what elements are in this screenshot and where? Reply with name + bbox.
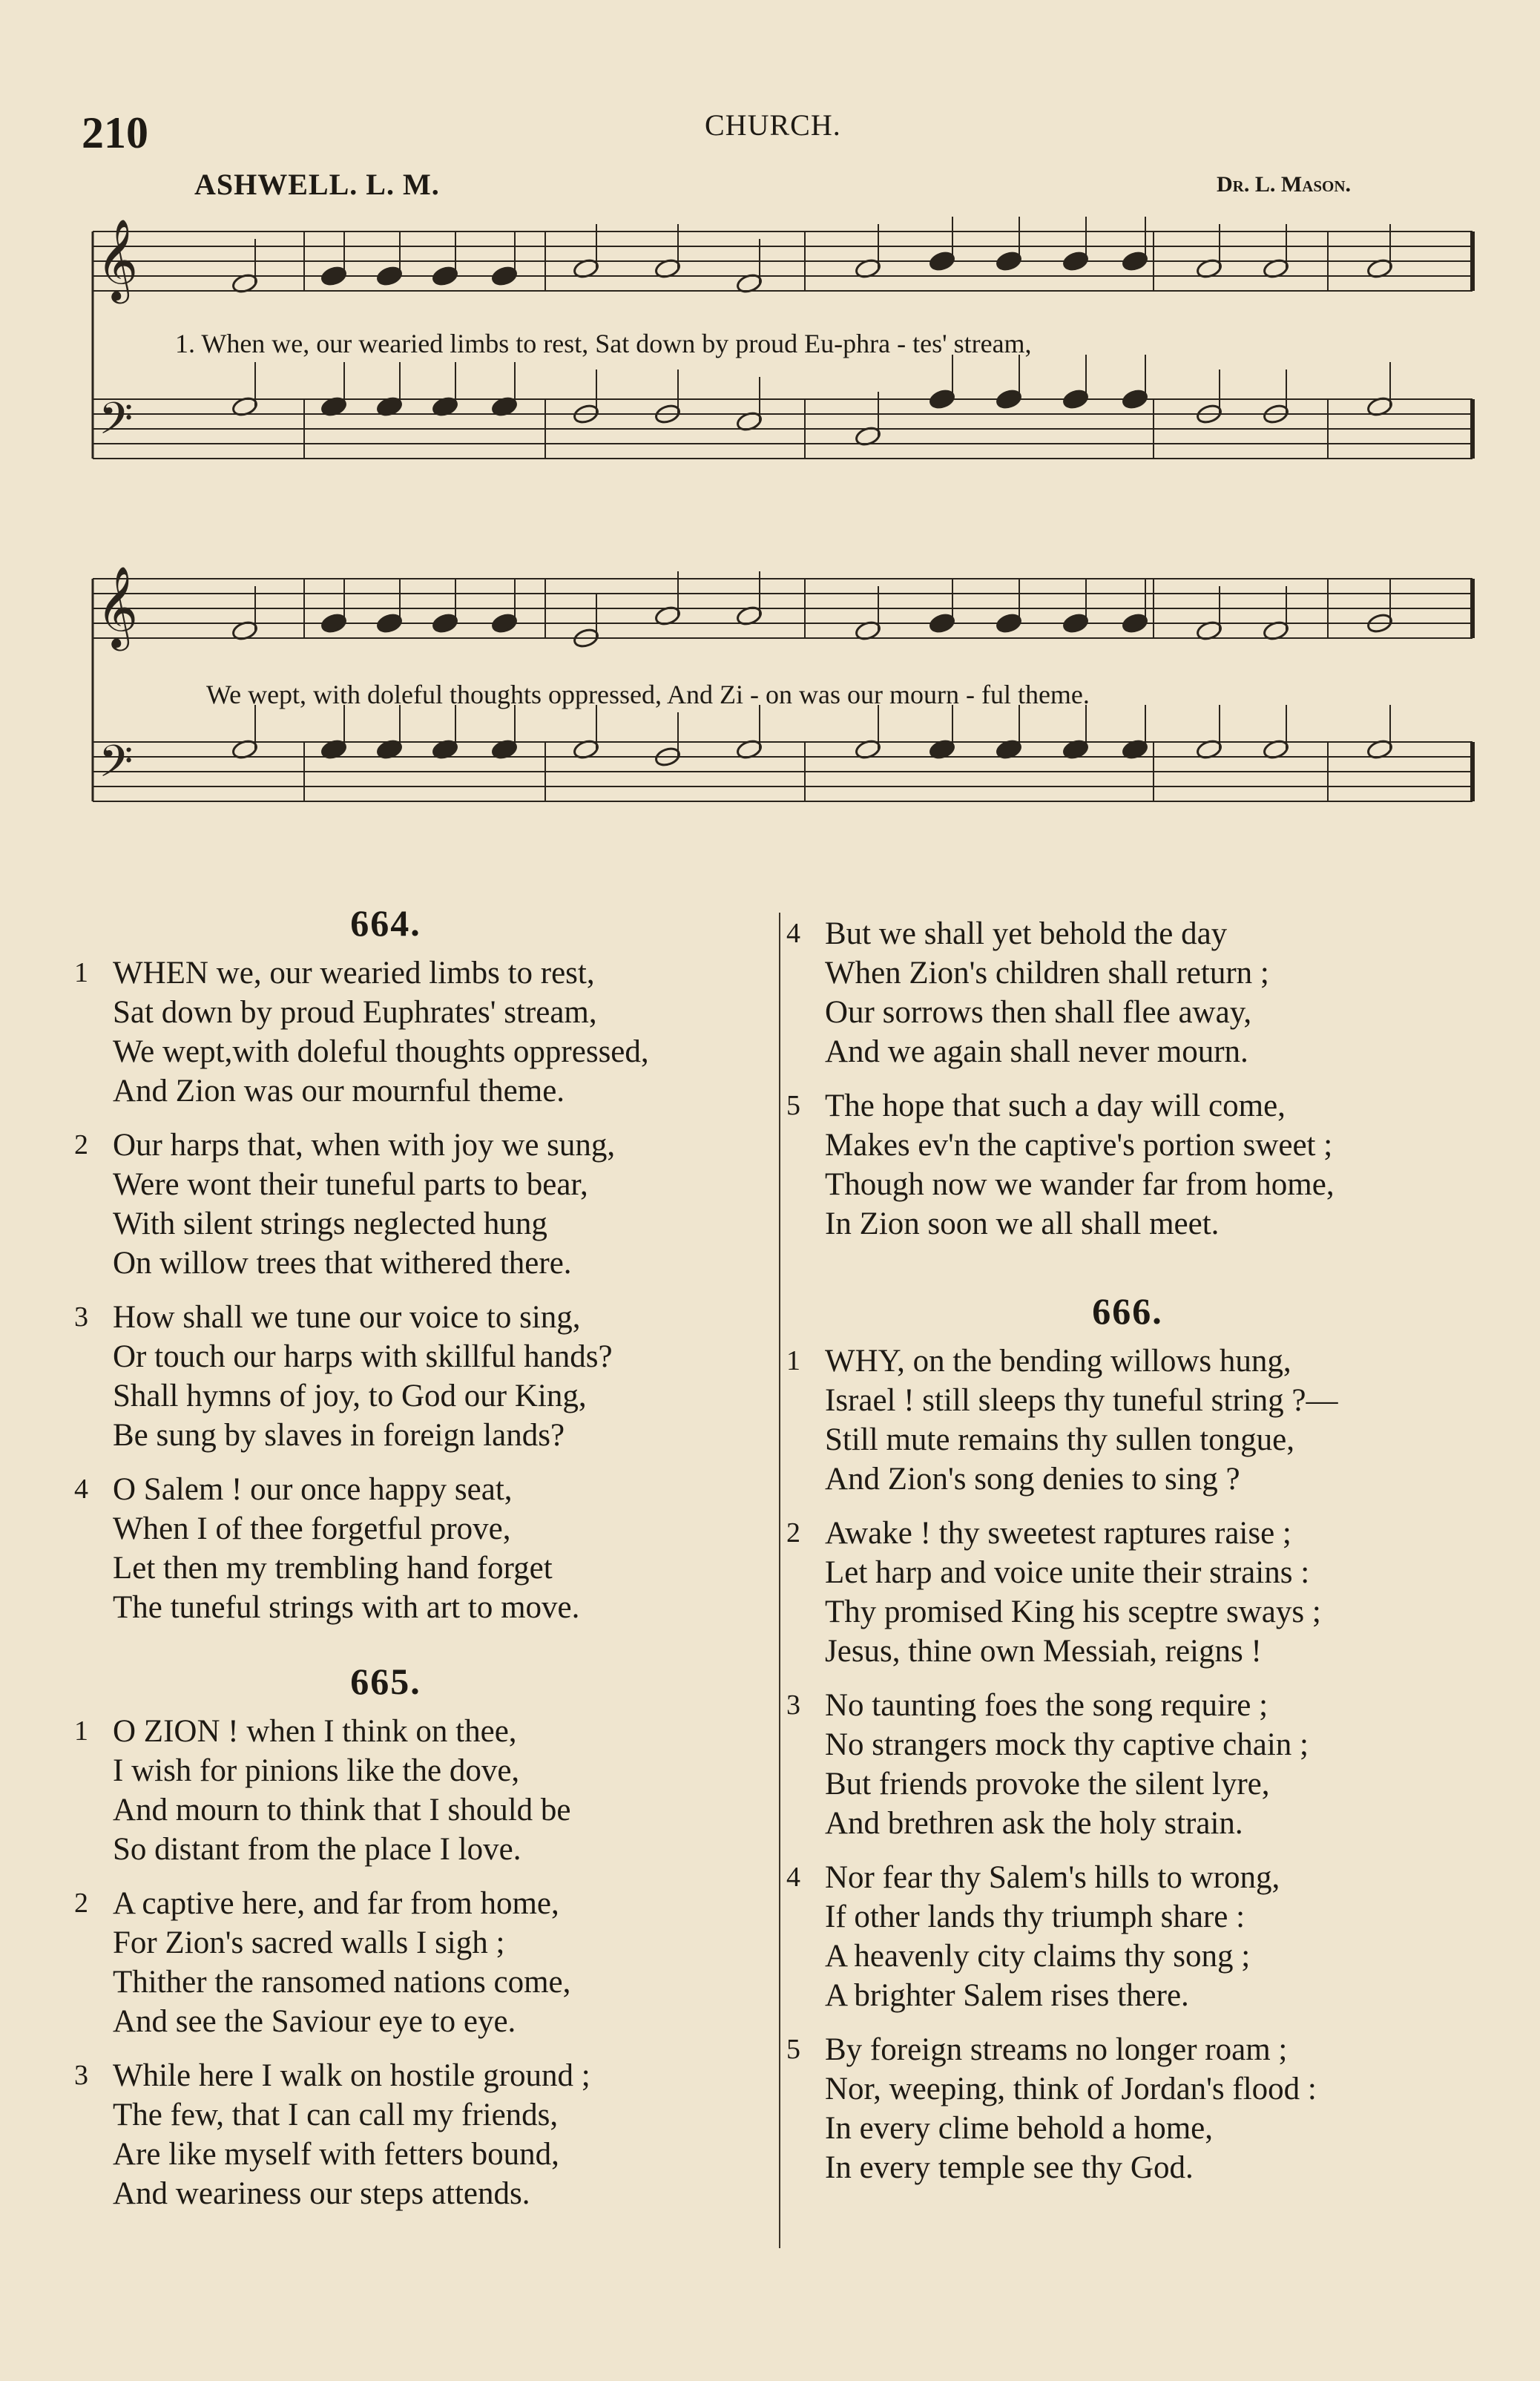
note-head (1122, 388, 1149, 410)
hymn-number: 666. (1092, 1290, 1163, 1332)
verse-line: And weariness our steps attends. (113, 2176, 530, 2211)
verse-line: We wept,with doleful thoughts oppressed, (113, 1034, 649, 1069)
stanza-number: 1 (74, 957, 88, 988)
stanza (786, 1858, 1498, 2015)
hymn-665-continued (786, 914, 1498, 1244)
stanza (74, 1712, 771, 1869)
stanza-number: 2 (786, 1517, 800, 1549)
bass-staff (93, 705, 1472, 801)
verse-line: And mourn to think that I should be (113, 1793, 571, 1827)
note-head (996, 612, 1023, 634)
stanza (786, 1514, 1498, 1671)
verse-line: Makes ev'n the captive's portion sweet ; (825, 1128, 1333, 1163)
verse-line: Shall hymns of joy, to God our King, (113, 1379, 587, 1413)
stanza (74, 953, 771, 1111)
verse-line: When Zion's children shall return ; (825, 956, 1269, 991)
verse-line: In Zion soon we all shall meet. (825, 1206, 1220, 1241)
verse-line: I wish for pinions like the dove, (113, 1753, 520, 1788)
stanza-number: 5 (786, 2034, 800, 2065)
stanza-lines (825, 914, 1269, 1071)
note-head (929, 388, 956, 410)
note-head (376, 265, 404, 287)
verse-line: Or touch our harps with skillful hands? (113, 1339, 613, 1374)
stanza-lines (113, 1126, 615, 1283)
stanza (74, 1298, 771, 1455)
note-head (996, 388, 1023, 410)
stanza-lines (113, 953, 649, 1111)
verse-line: A captive here, and far from home, (113, 1886, 559, 1921)
running-head: CHURCH. (705, 108, 841, 142)
verse-line: Our harps that, when with joy we sung, (113, 1128, 616, 1163)
stanza-lines (113, 1884, 570, 2041)
verse-line: A brighter Salem rises there. (825, 1978, 1189, 2013)
verse-line: The tuneful strings with art to move. (113, 1590, 580, 1625)
verse-line: Still mute remains thy sullen tongue, (825, 1422, 1294, 1457)
verse-line: Let then my trembling hand forget (113, 1551, 553, 1586)
stanza (74, 1884, 771, 2041)
verse-line: But friends provoke the silent lyre, (825, 1767, 1270, 1802)
left-column (74, 902, 771, 2228)
verse-line: Our sorrows then shall flee away, (825, 995, 1252, 1030)
stanza-number: 2 (74, 1888, 88, 1919)
lyric-line-1: 1. When we, our wearied limbs to rest, Sat down by proud Eu-phra - tes' stream, (175, 329, 1032, 358)
verse-line: Nor, weeping, think of Jordan's flood : (825, 2072, 1317, 2106)
verse-line: By foreign streams no longer roam ; (825, 2032, 1288, 2067)
stanza-number: 5 (786, 1090, 800, 1121)
composer: Dr. L. Mason. (1217, 172, 1352, 197)
verse-line: For Zion's sacred walls I sigh ; (113, 1925, 505, 1960)
stanza (786, 2030, 1498, 2187)
treble-clef-icon: 𝄞 (96, 219, 139, 301)
verse-line: Be sung by slaves in foreign lands? (113, 1418, 565, 1453)
verse-line: Let harp and voice unite their strains : (825, 1555, 1310, 1590)
verse-line: On willow trees that withered there. (113, 1246, 572, 1281)
note-head (929, 612, 956, 634)
verse-line: The hope that such a day will come, (825, 1088, 1286, 1123)
verse-line: Israel ! still sleeps thy tuneful string ?— (825, 1383, 1338, 1418)
note-head (320, 612, 348, 634)
stanza (74, 2056, 771, 2213)
verse-line: No strangers mock thy captive chain ; (825, 1727, 1309, 1762)
hymn-665 (74, 1660, 771, 2213)
bass-staff (93, 355, 1472, 459)
stanza-number: 4 (786, 1862, 800, 1893)
stanza-lines (113, 1470, 579, 1627)
verse-line: While here I walk on hostile ground ; (113, 2058, 590, 2093)
stanza-lines (113, 2056, 590, 2213)
note-head (1122, 612, 1149, 634)
verse-line: And Zion was our mournful theme. (113, 1074, 565, 1109)
note-head (491, 265, 519, 287)
verse-line: Thither the ransomed nations come, (113, 1965, 571, 2000)
hymn-664 (74, 902, 771, 1627)
stanza-number: 4 (786, 918, 800, 949)
stanza-number: 4 (74, 1474, 88, 1505)
note-head (432, 612, 459, 634)
note-head (320, 265, 348, 287)
note-head (1062, 250, 1090, 272)
note-head (929, 250, 956, 272)
stanza-lines (113, 1712, 570, 1869)
stanza-lines (825, 1858, 1280, 2015)
verse-line: Sat down by proud Euphrates' stream, (113, 995, 597, 1030)
note-head (376, 612, 404, 634)
stanza (786, 1686, 1498, 1843)
verse-line: When I of thee forgetful prove, (113, 1511, 511, 1546)
stanza-lines (825, 2030, 1317, 2187)
verse-line: But we shall yet behold the day (825, 916, 1228, 951)
verse-line: The few, that I can call my friends, (113, 2098, 559, 2132)
note-head (1062, 388, 1090, 410)
verse-line: WHEN we, our wearied limbs to rest, (113, 956, 595, 991)
tune-name: ASHWELL. L. M. (194, 168, 440, 201)
stanza-lines (825, 1341, 1337, 1499)
verse-line: In every temple see thy God. (825, 2150, 1194, 2185)
verse-line: And brethren ask the holy strain. (825, 1806, 1243, 1841)
verse-line: Awake ! thy sweetest raptures raise ; (825, 1516, 1291, 1551)
verse-line: With silent strings neglected hung (113, 1206, 547, 1241)
bass-clef-icon: 𝄢 (99, 735, 134, 798)
verse-line: Jesus, thine own Messiah, reigns ! (825, 1634, 1262, 1669)
treble-staff (93, 566, 1472, 651)
verse-line: And we again shall never mourn. (825, 1034, 1248, 1069)
stanza (786, 1086, 1498, 1244)
lyric-line-2: We wept, with doleful thoughts oppressed, And Zi - on was our mourn - ful theme. (206, 680, 1090, 709)
stanza (74, 1470, 771, 1627)
hymn-number: 665. (350, 1661, 421, 1702)
verse-line: Thy promised King his sceptre sways ; (825, 1595, 1321, 1629)
verse-line: O Salem ! our once happy seat, (113, 1472, 513, 1507)
stanza-number: 3 (74, 2060, 88, 2091)
stanza-number: 1 (786, 1345, 800, 1376)
stanza-lines (825, 1086, 1335, 1244)
note-head (996, 250, 1023, 272)
stanza (786, 914, 1498, 1071)
verse-line: No taunting foes the song require ; (825, 1688, 1268, 1723)
stanza-number: 3 (786, 1689, 800, 1721)
verse-line: In every clime behold a home, (825, 2111, 1213, 2146)
verse-line: O ZION ! when I think on thee, (113, 1714, 517, 1749)
note-head (1122, 250, 1149, 272)
note-head (432, 265, 459, 287)
verse-line: WHY, on the bending willows hung, (825, 1344, 1291, 1379)
verse-line: And see the Saviour eye to eye. (113, 2004, 516, 2039)
verse-line: So distant from the place I love. (113, 1832, 521, 1867)
verse-line: Are like myself with fetters bound, (113, 2137, 559, 2172)
stanza-lines (825, 1686, 1309, 1843)
stanza-lines (825, 1514, 1321, 1671)
verse-line: Were wont their tuneful parts to bear, (113, 1167, 588, 1202)
column-divider (779, 913, 780, 2248)
stanza (786, 1341, 1498, 1499)
stanza-number: 1 (74, 1715, 88, 1747)
verse-line: A heavenly city claims thy song ; (825, 1939, 1251, 1974)
page-number: 210 (82, 108, 148, 157)
stanza-number: 2 (74, 1129, 88, 1160)
verse-line: And Zion's song denies to sing ? (825, 1462, 1240, 1497)
verse-line: Though now we wander far from home, (825, 1167, 1335, 1202)
verse-line: How shall we tune our voice to sing, (113, 1300, 581, 1335)
verse-line: If other lands thy triumph share : (825, 1899, 1246, 1934)
music-score (0, 0, 1540, 846)
right-column (786, 914, 1498, 2202)
hymn-number: 664. (350, 902, 421, 944)
hymn-666 (786, 1290, 1498, 2187)
treble-staff (93, 217, 1472, 304)
treble-clef-icon: 𝄞 (96, 566, 139, 648)
stanza-number: 3 (74, 1301, 88, 1333)
stanza (74, 1126, 771, 1283)
verse-line: Nor fear thy Salem's hills to wrong, (825, 1860, 1280, 1895)
note-head (491, 612, 519, 634)
note-head (1062, 612, 1090, 634)
stanza-lines (113, 1298, 613, 1455)
bass-clef-icon: 𝄢 (99, 393, 134, 455)
